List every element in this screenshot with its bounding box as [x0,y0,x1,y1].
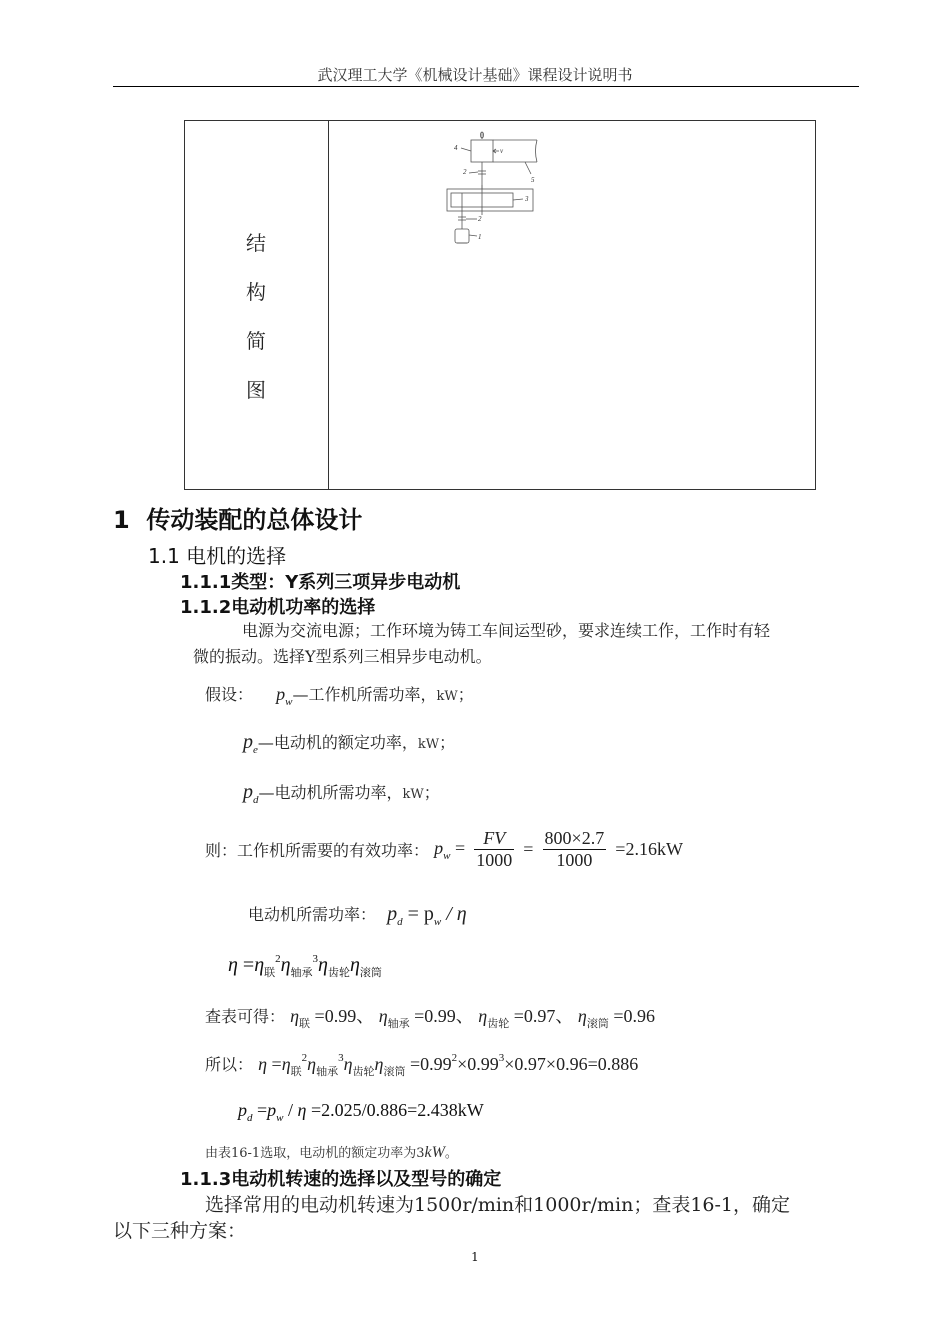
formula-eta: $\eta =\eta_联^2\eta_{轴承}^3\eta_{齿轮}\eta_{滚筒}$ [228,953,382,979]
lookup-values: 查表可得： $\eta_联 =0.99$、 $\eta_{轴承} =0.99$、 $\eta_{齿轮} =0.97$、 $\eta_{滚筒} =0.96$ [205,1006,655,1030]
callout-4: 4 [454,144,458,152]
callout-3: 3 [525,195,529,203]
subsection-heading-1-1-3: 1.1.3电动机转速的选择以及型号的确定 [180,1169,502,1190]
subsection-heading-1-1-2: 1.1.2电动机功率的选择 [180,597,376,618]
structure-table [184,120,816,490]
callout-2-lower: 2 [478,215,482,223]
label-char: 结 [246,231,266,255]
formula-pd: 电动机所需功率： $p_d = p_w / \eta$ [248,903,467,928]
page-number: 1 [471,1250,479,1264]
assumption-pe: $p_e—$电动机的额定功率，kW； [243,731,456,756]
formula-pw: 则：工作机所需要的有效功率： $p_w$ = $\frac{FV}{1000}$ = $\frac{800\times 2.7}{1000}$ =2.16kW [205,828,683,870]
header-rule [113,86,859,87]
callout-1: 1 [478,233,482,241]
label-char: 构 [246,280,266,304]
subsection-heading-1-1: 1.1 电机的选择 [148,544,287,568]
efficiency-result: 所以： $\eta =\eta_联^2\eta_{轴承}^3\eta_{齿轮}\eta_{滚筒} =0.99^2\times 0.99^3\times 0.97\times 0.96=0.886$ [205,1052,639,1078]
table-divider [328,121,329,489]
section-heading [113,500,362,535]
page-header-title: 武汉理工大学《机械设计基础》课程设计说明书 [317,66,633,84]
structure-label [241,219,271,415]
assumption-pd: $p_d—$电动机所需功率，kW； [243,781,440,806]
paragraph-line: 微的振动。选择Y型系列三相异步电动机。 [193,647,492,666]
subsection-heading-1-1-1: 1.1.1类型：Y系列三项异步电动机 [180,572,461,593]
transmission-diagram [445,129,545,264]
rated-power-note: 由表16-1选取，电动机的额定功率为3kW。 [205,1144,458,1161]
paragraph-line: 以下三种方案： [113,1220,247,1242]
callout-2-upper: 2 [463,168,467,176]
section-number: 1 [113,506,130,534]
label-char: 图 [246,378,266,402]
callout-v: v [500,147,504,155]
pd-calculation: $p_d =p_w / \eta =2.025/0.886=2.438kW$ [238,1100,484,1124]
section-title: 传动装配的总体设计 [146,506,363,534]
paragraph-line: 选择常用的电动机转速为1500r/min和1000r/min；查表16-1，确定 [205,1194,791,1216]
callout-5: 5 [531,176,535,184]
assumption-pw: 假设： $p_w—$工作机所需功率，kW； [205,684,474,708]
label-char: 简 [246,329,266,353]
paragraph-line: 电源为交流电源；工作环境为铸工车间运型砂，要求连续工作，工作时有轻 [242,621,771,640]
